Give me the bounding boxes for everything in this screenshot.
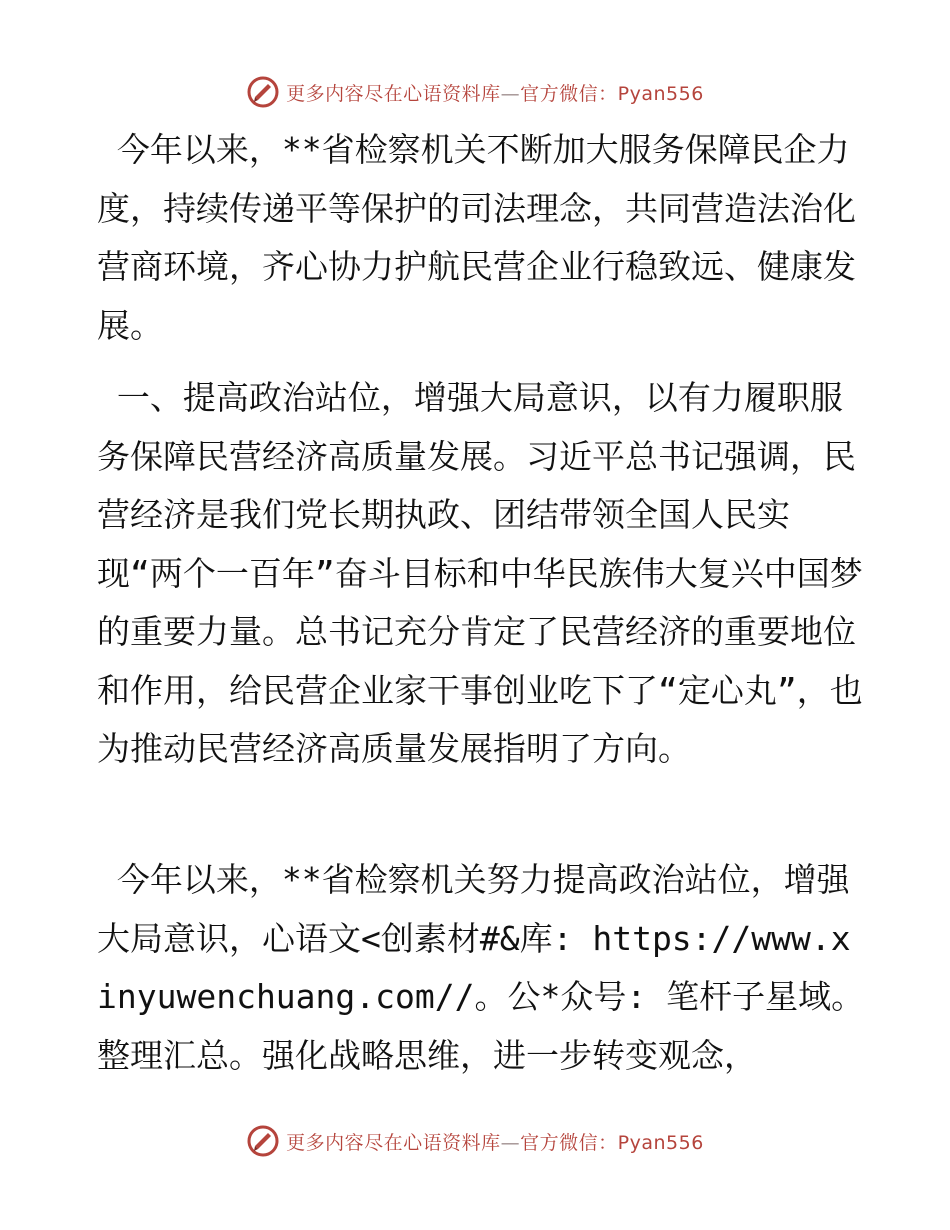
body-paragraph-3: 今年以来，**省检察机关努力提高政治站位，增强大局意识，心语文<创素材#&库: https://www.xinyuwenchuang.com//。公*众号: 笔杆子星域。整理汇总。强化战略思维，进一步转变观念，: [97, 860, 865, 1075]
banner-separator: —: [500, 1131, 521, 1154]
banner-title: 更多内容尽在心语资料库: [286, 82, 501, 105]
banner-separator: —: [500, 82, 521, 105]
logo-icon: [246, 1124, 280, 1158]
body-paragraph-2: 一、提高政治站位，增强大局意识，以有力履职服务保障民营经济高质量发展。习近平总书记强调，民营经济是我们党长期执政、团结带领全国人民实现“两个一百年”奋斗目标和中华民族伟大复兴中国梦的重要力量。总书记充分肯定了民营经济的重要地位和作用，给民营企业家干事创业吃下了“定心丸”，也为推动民营经济高质量发展指明了方向。: [97, 378, 863, 768]
banner-text-group: [286, 79, 704, 106]
banner-text-group: [286, 1128, 704, 1155]
banner-contact: 官方微信：Pyan556: [520, 82, 704, 105]
header-watermark-banner: [0, 72, 950, 112]
logo-icon: [246, 75, 280, 109]
banner-title: 更多内容尽在心语资料库: [286, 1131, 501, 1154]
footer-watermark-banner: [0, 1121, 950, 1161]
banner-contact: 官方微信：Pyan556: [520, 1131, 704, 1154]
body-paragraph-1: 今年以来，**省检察机关不断加大服务保障民企力度，持续传递平等保护的司法理念，共同营造法治化营商环境，齐心协力护航民营企业行稳致远、健康发展。: [97, 130, 856, 345]
